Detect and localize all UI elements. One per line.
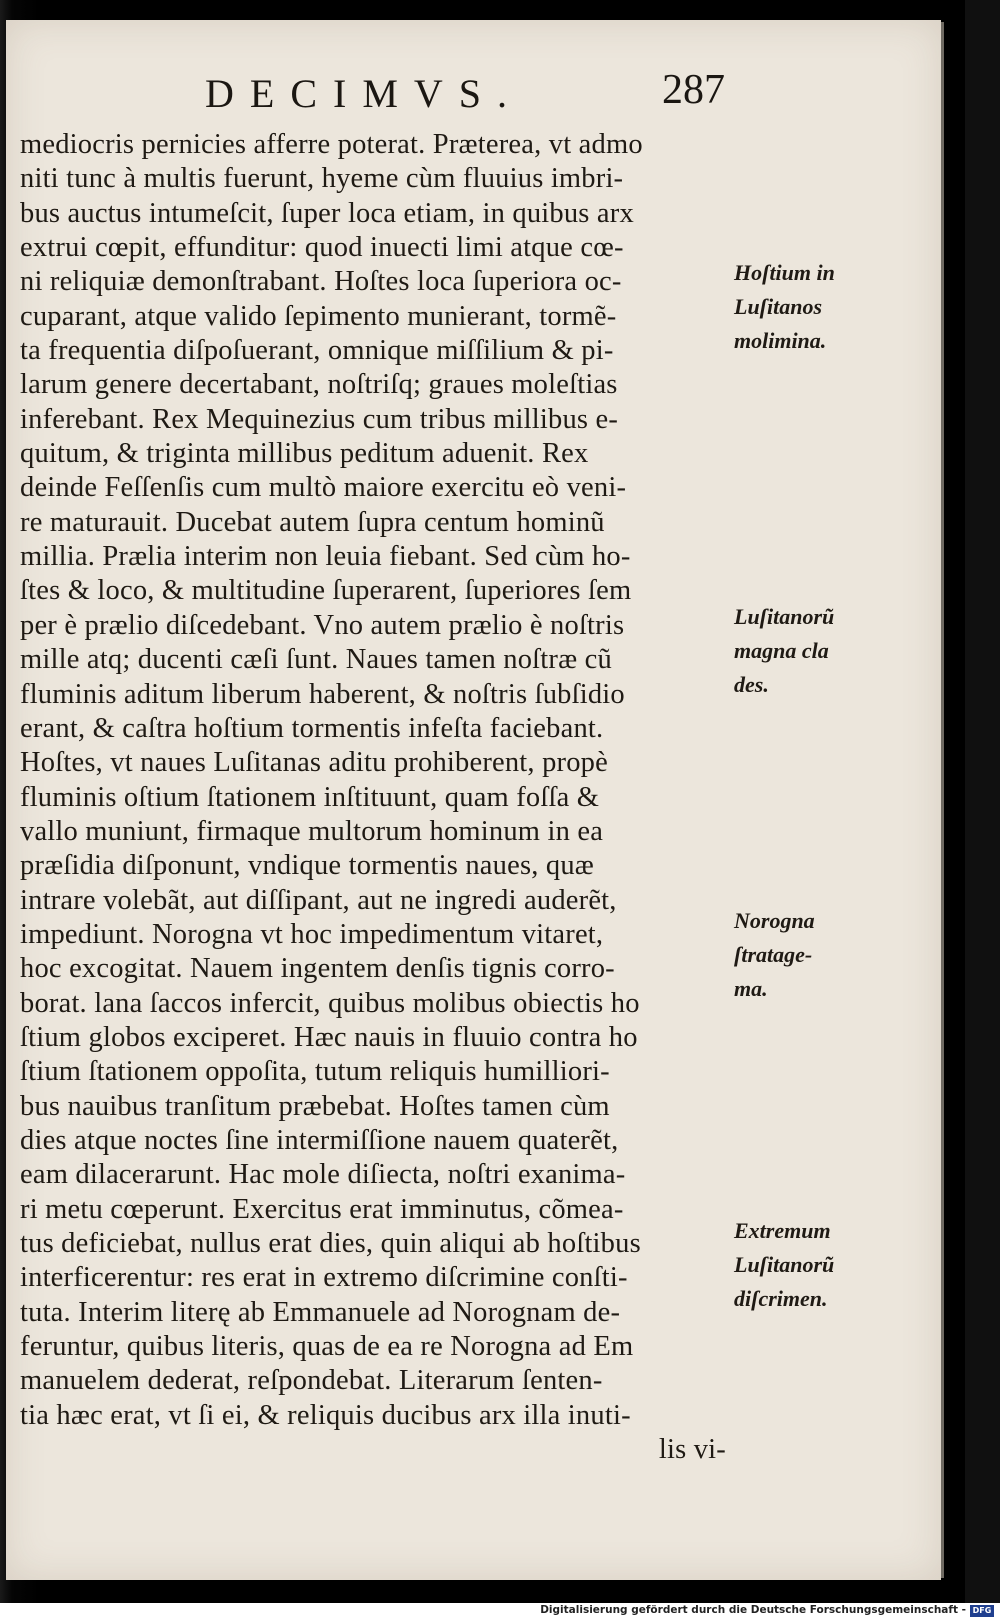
- text-line: hoc excogitat. Nauem ingentem denſis tignis corro-: [20, 953, 615, 985]
- text-line: mediocris pernicies afferre poterat. Præterea, vt admo: [20, 129, 643, 160]
- margin-note-3: [734, 904, 864, 1006]
- text-line: eam dilacerarunt. Hac mole diſiecta, noſtri exanima-: [20, 1159, 626, 1191]
- text-line: re maturauit. Ducebat autem ſupra centum hominũ: [20, 506, 605, 538]
- page-edge: [941, 22, 944, 1578]
- text-line: interficerentur: res erat in extremo diſcrimine conſti-: [20, 1262, 628, 1294]
- text-line: manuelem dederat, reſpondebat. Literarum ſenten-: [20, 1365, 603, 1397]
- scan-frame-right: [965, 0, 1000, 1621]
- digitization-credit: Digitalisierung gefördert durch die Deutsche Forschungsgemeinschaft -: [540, 1604, 966, 1616]
- margin-note-line: ſtratage-: [734, 942, 813, 967]
- text-line: vallo muniunt, firmaque multorum hominum in ea: [20, 815, 604, 847]
- text-line: larum genere decertabant, noſtriſq; graues moleſtias: [20, 369, 618, 401]
- text-line: fluminis aditum liberum haberent, & noſtris ſubſidio: [20, 678, 625, 710]
- running-title: DECIMVS.: [205, 71, 524, 116]
- text-line: intrare volebãt, aut diſſipant, aut ne ingredi auderẽt,: [20, 884, 617, 916]
- margin-note-line: diſcrimen.: [734, 1286, 828, 1311]
- text-line: ſtium ſtationem oppoſita, tutum reliquis humilliori-: [20, 1056, 610, 1088]
- margin-note-line: Hoſtium in: [734, 260, 835, 285]
- text-line: Hoſtes, vt naues Luſitanas aditu prohiberent, propè: [20, 747, 608, 779]
- text-line: tuta. Interim literę ab Emmanuele ad Norognam de-: [20, 1296, 621, 1328]
- text-line: tia hæc erat, vt ſi ei, & reliquis ducibus arx illa inuti-: [20, 1399, 631, 1431]
- text-line: quitum, & triginta millibus peditum aduenit. Rex: [20, 438, 589, 470]
- text-line: mille atq; ducenti cæſi ſunt. Naues tamen noſtræ cũ: [20, 644, 612, 676]
- text-line: lis vi-: [658, 1434, 726, 1466]
- text-line: ta frequentia diſpoſuerant, omnique miſſilium & pi-: [20, 335, 614, 367]
- text-line: niti tunc à multis fuerunt, hyeme cùm fluuius imbri-: [20, 163, 624, 195]
- text-line: ſtes & loco, & multitudine ſuperarent, ſuperiores ſem: [20, 575, 632, 607]
- text-line: bus auctus intumeſcit, ſuper loca etiam, in quibus arx: [20, 197, 634, 229]
- margin-note-line: des.: [734, 672, 769, 697]
- margin-note-line: Luſitanorũ: [734, 1252, 835, 1277]
- margin-note-line: Norogna: [734, 908, 815, 933]
- text-line: ri metu cœperunt. Exercitus erat imminutus, cõmea-: [20, 1193, 624, 1225]
- text-line: millia. Prælia interim non leuia fiebant. Sed cùm ho-: [20, 541, 631, 573]
- text-line: borat. lana ſaccos infercit, quibus molibus obiectis ho: [20, 987, 640, 1019]
- text-line: præſidia diſponunt, vndique tormentis naues, quæ: [20, 850, 595, 882]
- text-line: ſtium globos exciperet. Hæc nauis in fluuio contra ho: [20, 1021, 638, 1053]
- text-line: per è prælio diſcedebant. Vno autem prælio è noſtris: [20, 609, 625, 641]
- margin-note-line: magna cla: [734, 638, 829, 663]
- text-line: cuparant, atque valido ſepimento munierant, tormẽ-: [20, 300, 617, 332]
- margin-note-line: Extremum: [734, 1218, 831, 1243]
- text-line: inferebant. Rex Mequinezius cum tribus millibus e-: [20, 403, 619, 435]
- margin-note-line: Luſitanorũ: [734, 604, 835, 629]
- text-line: ni reliquiæ demonſtrabant. Hoſtes loca ſuperiora oc-: [20, 266, 622, 298]
- dfg-logo: DFG: [970, 1605, 994, 1617]
- margin-note-1: [734, 256, 864, 358]
- text-line: bus nauibus tranſitum præbebat. Hoſtes tamen cùm: [20, 1090, 610, 1122]
- running-header: [205, 67, 725, 130]
- text-line: impediunt. Norogna vt hoc impedimentum vitaret,: [20, 918, 604, 950]
- text-line: fluminis oſtium ſtationem inſtituunt, quam foſſa &: [20, 781, 600, 813]
- margin-note-4: [734, 1214, 864, 1316]
- text-line: tus deficiebat, nullus erat dies, quin aliqui ab hoſtibus: [20, 1228, 641, 1259]
- margin-note-line: Luſitanos: [734, 294, 823, 319]
- margin-note-line: molimina.: [734, 328, 827, 353]
- text-line: feruntur, quibus literis, quas de ea re Norogna ad Em: [20, 1331, 634, 1363]
- page-number: 287: [662, 67, 725, 113]
- text-line: erant, & caſtra hoſtium tormentis infeſta faciebant.: [20, 712, 604, 744]
- text-line: extrui cœpit, effunditur: quod inuecti limi atque cœ-: [20, 232, 624, 264]
- body-text: [20, 128, 732, 1467]
- margin-note-line: ma.: [734, 976, 768, 1001]
- text-line: dies atque noctes ſine intermiſſione nauem quaterẽt,: [20, 1124, 619, 1156]
- text-line: deinde Feſſenſis cum multò maiore exercitu eò veni-: [20, 472, 627, 504]
- margin-note-2: [734, 600, 864, 702]
